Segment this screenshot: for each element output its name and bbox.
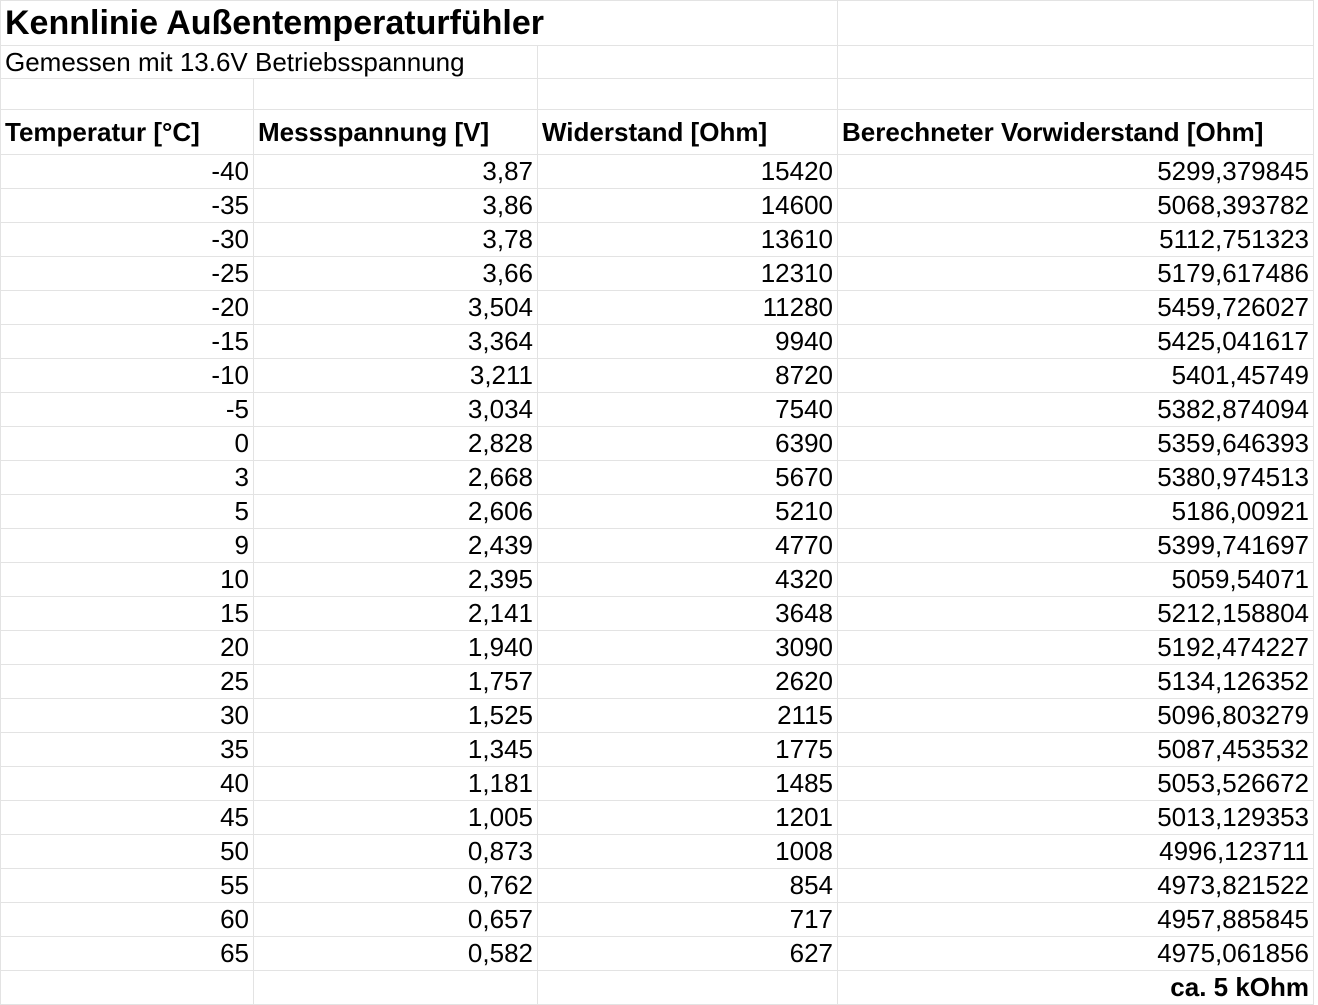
- table-row: [1, 903, 1314, 937]
- cell-temperature[interactable]: 15: [1, 597, 254, 631]
- cell-resistance[interactable]: 1201: [538, 801, 838, 835]
- sheet-subtitle[interactable]: Gemessen mit 13.6V Betriebsspannung: [1, 46, 538, 79]
- cell-voltage[interactable]: 3,504: [254, 291, 538, 325]
- table-row: [1, 563, 1314, 597]
- cell-series-resistor[interactable]: 5087,453532: [838, 733, 1314, 767]
- cell-series-resistor[interactable]: 5186,00921: [838, 495, 1314, 529]
- table-row: [1, 427, 1314, 461]
- cell-series-resistor[interactable]: 5192,474227: [838, 631, 1314, 665]
- cell-temperature[interactable]: 30: [1, 699, 254, 733]
- header-resistance[interactable]: Widerstand [Ohm]: [538, 110, 838, 155]
- cell-resistance[interactable]: 14600: [538, 189, 838, 223]
- cell-temperature[interactable]: -30: [1, 223, 254, 257]
- cell-voltage[interactable]: 0,582: [254, 937, 538, 971]
- cell-temperature[interactable]: 45: [1, 801, 254, 835]
- cell-temperature[interactable]: 25: [1, 665, 254, 699]
- cell-series-resistor[interactable]: 4957,885845: [838, 903, 1314, 937]
- cell-series-resistor[interactable]: 5425,041617: [838, 325, 1314, 359]
- cell-temperature[interactable]: 50: [1, 835, 254, 869]
- cell-temperature[interactable]: 20: [1, 631, 254, 665]
- cell-voltage[interactable]: 0,873: [254, 835, 538, 869]
- table-row: [1, 835, 1314, 869]
- cell-series-resistor[interactable]: 5068,393782: [838, 189, 1314, 223]
- empty-cell[interactable]: [538, 79, 838, 110]
- cell-series-resistor[interactable]: 5399,741697: [838, 529, 1314, 563]
- cell-voltage[interactable]: 2,395: [254, 563, 538, 597]
- header-series-resistor[interactable]: Berechneter Vorwiderstand [Ohm]: [838, 110, 1314, 155]
- cell-resistance[interactable]: 9940: [538, 325, 838, 359]
- cell-voltage[interactable]: 3,211: [254, 359, 538, 393]
- cell-temperature[interactable]: 65: [1, 937, 254, 971]
- cell-voltage[interactable]: 3,87: [254, 155, 538, 189]
- header-voltage[interactable]: Messspannung [V]: [254, 110, 538, 155]
- cell-series-resistor[interactable]: 4973,821522: [838, 869, 1314, 903]
- table-row: [1, 495, 1314, 529]
- cell-voltage[interactable]: 1,525: [254, 699, 538, 733]
- table-row: [1, 189, 1314, 223]
- cell-voltage[interactable]: 3,78: [254, 223, 538, 257]
- cell-resistance[interactable]: 5670: [538, 461, 838, 495]
- table-row: [1, 359, 1314, 393]
- table-row: [1, 699, 1314, 733]
- cell-resistance[interactable]: 8720: [538, 359, 838, 393]
- cell-resistance[interactable]: 3648: [538, 597, 838, 631]
- cell-temperature[interactable]: -35: [1, 189, 254, 223]
- empty-cell[interactable]: [538, 971, 838, 1005]
- cell-resistance[interactable]: 1485: [538, 767, 838, 801]
- cell-series-resistor[interactable]: 5401,45749: [838, 359, 1314, 393]
- header-temperature[interactable]: Temperatur [°C]: [1, 110, 254, 155]
- cell-temperature[interactable]: -20: [1, 291, 254, 325]
- cell-series-resistor[interactable]: 5112,751323: [838, 223, 1314, 257]
- cell-voltage[interactable]: 1,940: [254, 631, 538, 665]
- cell-resistance[interactable]: 4320: [538, 563, 838, 597]
- cell-voltage[interactable]: 2,141: [254, 597, 538, 631]
- cell-series-resistor[interactable]: 5179,617486: [838, 257, 1314, 291]
- table-row: [1, 767, 1314, 801]
- table-row: [1, 291, 1314, 325]
- cell-resistance[interactable]: 2620: [538, 665, 838, 699]
- sheet-title[interactable]: Kennlinie Außentemperaturfühler: [1, 1, 838, 46]
- cell-series-resistor[interactable]: 5053,526672: [838, 767, 1314, 801]
- table-row: [1, 937, 1314, 971]
- footer-row: [1, 971, 1314, 1005]
- cell-resistance[interactable]: 5210: [538, 495, 838, 529]
- cell-series-resistor[interactable]: 5134,126352: [838, 665, 1314, 699]
- empty-cell[interactable]: [838, 79, 1314, 110]
- cell-resistance[interactable]: 854: [538, 869, 838, 903]
- cell-voltage[interactable]: 1,345: [254, 733, 538, 767]
- cell-temperature[interactable]: -15: [1, 325, 254, 359]
- cell-voltage[interactable]: 0,762: [254, 869, 538, 903]
- cell-temperature[interactable]: 60: [1, 903, 254, 937]
- cell-series-resistor[interactable]: 5382,874094: [838, 393, 1314, 427]
- cell-temperature[interactable]: 10: [1, 563, 254, 597]
- empty-cell[interactable]: [254, 971, 538, 1005]
- cell-resistance[interactable]: 6390: [538, 427, 838, 461]
- cell-voltage[interactable]: 0,657: [254, 903, 538, 937]
- empty-cell[interactable]: [1, 971, 254, 1005]
- cell-temperature[interactable]: 0: [1, 427, 254, 461]
- cell-voltage[interactable]: 1,181: [254, 767, 538, 801]
- table-row: [1, 631, 1314, 665]
- table-row: [1, 801, 1314, 835]
- empty-cell[interactable]: [254, 79, 538, 110]
- cell-voltage[interactable]: 3,364: [254, 325, 538, 359]
- cell-temperature[interactable]: 5: [1, 495, 254, 529]
- cell-resistance[interactable]: 717: [538, 903, 838, 937]
- cell-temperature[interactable]: 9: [1, 529, 254, 563]
- cell-series-resistor[interactable]: 5459,726027: [838, 291, 1314, 325]
- table-row: [1, 155, 1314, 189]
- cell-voltage[interactable]: 1,005: [254, 801, 538, 835]
- cell-resistance[interactable]: 3090: [538, 631, 838, 665]
- cell-temperature[interactable]: -10: [1, 359, 254, 393]
- cell-temperature[interactable]: -40: [1, 155, 254, 189]
- empty-cell[interactable]: [838, 46, 1314, 79]
- cell-series-resistor[interactable]: 4975,061856: [838, 937, 1314, 971]
- cell-series-resistor[interactable]: 5212,158804: [838, 597, 1314, 631]
- cell-voltage[interactable]: 3,034: [254, 393, 538, 427]
- cell-series-resistor[interactable]: 5096,803279: [838, 699, 1314, 733]
- table-row: [1, 393, 1314, 427]
- cell-temperature[interactable]: -25: [1, 257, 254, 291]
- table-row: [1, 529, 1314, 563]
- empty-cell[interactable]: [538, 46, 838, 79]
- header-row: [1, 110, 1314, 155]
- cell-resistance[interactable]: 1775: [538, 733, 838, 767]
- cell-series-resistor[interactable]: 5380,974513: [838, 461, 1314, 495]
- cell-resistance[interactable]: 7540: [538, 393, 838, 427]
- cell-voltage[interactable]: 2,439: [254, 529, 538, 563]
- cell-resistance[interactable]: 11280: [538, 291, 838, 325]
- cell-voltage[interactable]: 2,606: [254, 495, 538, 529]
- table-row: [1, 665, 1314, 699]
- cell-resistance[interactable]: 15420: [538, 155, 838, 189]
- table-row: [1, 223, 1314, 257]
- table-row: [1, 869, 1314, 903]
- table-row: [1, 733, 1314, 767]
- cell-temperature[interactable]: 40: [1, 767, 254, 801]
- cell-temperature[interactable]: 35: [1, 733, 254, 767]
- title-row: [1, 1, 1314, 46]
- cell-resistance[interactable]: 627: [538, 937, 838, 971]
- cell-voltage[interactable]: 3,86: [254, 189, 538, 223]
- cell-temperature[interactable]: 3: [1, 461, 254, 495]
- table-row: [1, 597, 1314, 631]
- cell-voltage[interactable]: 2,668: [254, 461, 538, 495]
- cell-voltage[interactable]: 2,828: [254, 427, 538, 461]
- cell-series-resistor[interactable]: 4996,123711: [838, 835, 1314, 869]
- cell-series-resistor[interactable]: 5059,54071: [838, 563, 1314, 597]
- table-row: [1, 461, 1314, 495]
- cell-resistance[interactable]: 1008: [538, 835, 838, 869]
- subtitle-row: [1, 46, 1314, 79]
- cell-series-resistor[interactable]: 5299,379845: [838, 155, 1314, 189]
- cell-voltage[interactable]: 1,757: [254, 665, 538, 699]
- cell-resistance[interactable]: 2115: [538, 699, 838, 733]
- cell-voltage[interactable]: 3,66: [254, 257, 538, 291]
- cell-temperature[interactable]: 55: [1, 869, 254, 903]
- empty-cell[interactable]: [1, 79, 254, 110]
- cell-resistance[interactable]: 12310: [538, 257, 838, 291]
- cell-resistance[interactable]: 13610: [538, 223, 838, 257]
- cell-series-resistor[interactable]: 5013,129353: [838, 801, 1314, 835]
- table-row: [1, 257, 1314, 291]
- cell-series-resistor[interactable]: 5359,646393: [838, 427, 1314, 461]
- cell-resistance[interactable]: 4770: [538, 529, 838, 563]
- table-row: [1, 325, 1314, 359]
- footer-note[interactable]: ca. 5 kOhm: [838, 971, 1314, 1005]
- empty-cell[interactable]: [838, 1, 1314, 46]
- cell-temperature[interactable]: -5: [1, 393, 254, 427]
- blank-row: [1, 79, 1314, 110]
